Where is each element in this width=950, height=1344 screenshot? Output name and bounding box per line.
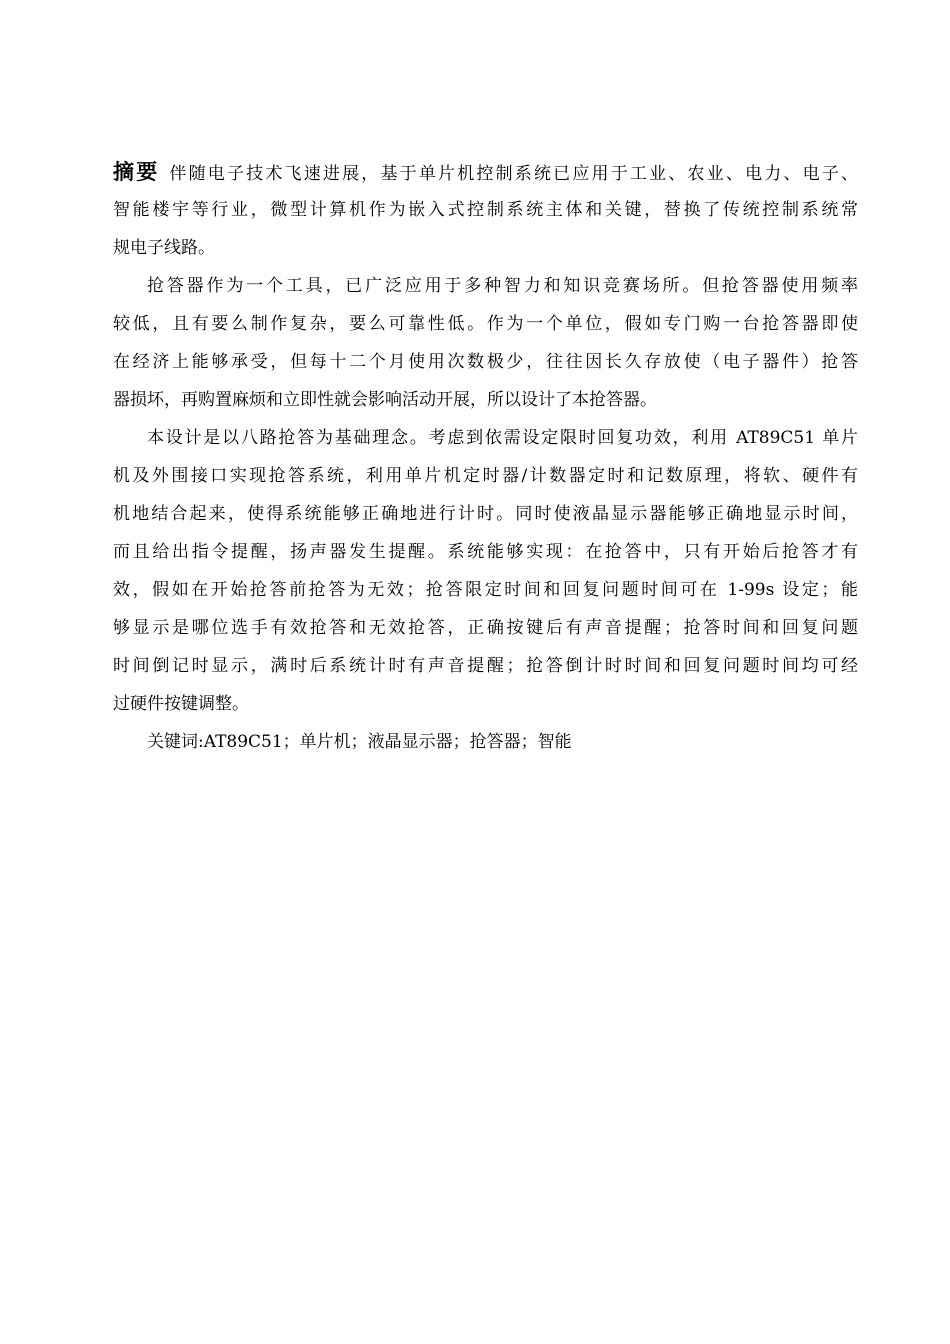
paragraph-line: 抢答器作为一个工具，已广泛应用于多种智力和知识竞赛场所。但抢答器使用频率 (147, 276, 858, 296)
keywords-text: :AT89C51；单片机；液晶显示器；抢答器；智能 (198, 732, 572, 752)
paragraph-line: 够显示是哪位选手有效抢答和无效抢答，正确按键后有声音提醒；抢答时间和回复问题 (113, 618, 858, 638)
abstract-text: 伴随电子技术飞速进展，基于单片机控制系统已应用于工业、农业、电力、电子、 (169, 164, 859, 184)
paragraph-line: 本设计是以八路抢答为基础理念。考虑到依需设定限时回复功效，利用 AT89C51 单片 (147, 428, 858, 448)
paragraph-line: 时间倒记时显示，满时后系统计时有声音提醒；抢答倒计时时间和回复问题时间均可经 (113, 656, 858, 676)
abstract-heading: 摘要 (113, 159, 160, 184)
abstract-line (113, 153, 858, 191)
abstract-line: 智能楼宇等行业，微型计算机作为嵌入式控制系统主体和关键，替换了传统控制系统常 (113, 200, 858, 220)
abstract-section (113, 153, 858, 761)
keywords-label: 关键词 (147, 732, 198, 752)
paragraph-line: 在经济上能够承受，但每十二个月使用次数极少，往往因长久存放使（电子器件）抢答 (113, 352, 858, 372)
keywords-line (113, 723, 858, 761)
abstract-line: 规电子线路。 (113, 238, 215, 258)
paragraph-line: 机及外围接口实现抢答系统，利用单片机定时器/计数器定时和记数原理，将软、硬件有 (113, 466, 858, 486)
paragraph-line: 较低，且有要么制作复杂，要么可靠性低。作为一个单位，假如专门购一台抢答器即使 (113, 314, 858, 334)
paragraph-line: 过硬件按键调整。 (113, 694, 249, 714)
paragraph-line: 器损坏，再购置麻烦和立即性就会影响活动开展，所以设计了本抢答器。 (113, 390, 657, 410)
paragraph-line: 机地结合起来，使得系统能够正确地进行计时。同时使液晶显示器能够正确地显示时间， (113, 504, 858, 524)
paragraph-line: 效，假如在开始抢答前抢答为无效；抢答限定时间和回复问题时间可在 1-99s 设定；能 (113, 580, 858, 600)
paragraph-line: 而且给出指令提醒，扬声器发生提醒。系统能够实现：在抢答中，只有开始后抢答才有 (113, 542, 858, 562)
